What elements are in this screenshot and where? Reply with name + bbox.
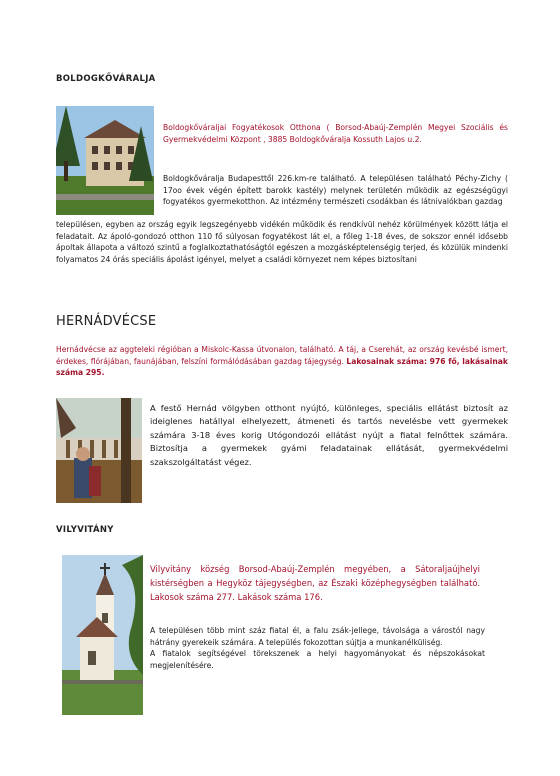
- castle-photo: [56, 106, 154, 215]
- boldogkovaralja-body-full: településen, egyben az ország egyik legszegényebb vidékén működik és rendkívül nehéz körülmények között látja el feladatait. Az ápoló-gondozó otthon 110 fő súlyosan fogyatékost lát el, a főleg 1-18 éves, de sokszor ennél idősebb ápoltak állapota a változó szintű a foglalkoztathatóságtól egészen a mozgásképtelenségig terjed, és közülük mindenki folyamatos 24 órás speciális ápolást igényel, melyet a családi környezet nem képes biztosítani: [56, 220, 508, 264]
- village-photo: [56, 398, 142, 503]
- hernadvecse-intro-text: Hernádvécse az aggteleki régióban a Miskolc-Kassa útvonalon, található. A táj, a Cserehát, az ország kevésbé ismert, érdekes, flórájában, faunájában, felszíni formálódásában gazdag tájegység.: [56, 345, 508, 366]
- vilyvitany-body-paragraph-1: A településen több mint száz fiatal él, a falu zsák-jellege, távolsága a várostól nagy hátrány gyerekeik számára. A település fokozottan sújtja a munkanélküliség.: [150, 626, 485, 647]
- boldogkovaralja-intro: Boldogkőváraljai Fogyatékosok Otthona ( Borsod-Abaúj-Zemplén Megyei Szociális és Gyermekvédelmi Központ , 3885 Boldogkőváralja Kossuth Lajos u.2.: [163, 123, 508, 144]
- church-photo: [62, 555, 143, 715]
- hernadvecse-intro: [56, 344, 508, 379]
- boldogkovaralja-body-side: Boldogkőváralja Budapesttől 226.km-re található. A településen található Péchy-Zichy ( 17oo évek végén épített barokk kastély) melynek területén működik az egészségügyi fogyatékos gyermekotthon. Az intézmény természeti csodákban és látnivalókban gazdag: [163, 174, 508, 207]
- section-heading-hernadvecse: HERNÁDVÉCSE: [56, 314, 157, 329]
- vilyvitany-intro: Vilyvitány község Borsod-Abaúj-Zemplén megyében, a Sátoraljaújhelyi kistérségben a Hegyköz tájegységben, az Északi középhegységben található. Lakosok száma 277. Lakások száma 176.: [150, 564, 480, 602]
- hernadvecse-body: A festő Hernád völgyben otthont nyújtó, különleges, speciális ellátást biztosít az ideiglenes hatállyal elhelyezett, átmeneti és tartós nevelésbe vett gyermekek számára 3-18 éves korig Utógondozói ellátást nyújt a fiatal felnőttek számára. Biztosítja a gyermekek gyámi feladatainak ellátását, gyermekvédelmi szakszolgáltatást végez.: [150, 403, 508, 467]
- hernadvecse-population: Lakosainak száma: 976 fő, lakásainak száma 295.: [56, 356, 508, 378]
- section-heading-vilyvitany: VILYVITÁNY: [56, 525, 114, 535]
- vilyvitany-body: [150, 625, 485, 671]
- section-heading-boldogkovaralja: BOLDOGKŐVÁRALJA: [56, 74, 156, 84]
- vilyvitany-body-paragraph-2: A fiatalok segítségével törekszenek a helyi hagyományokat és népszokásokat megjelenítésére.: [150, 649, 485, 670]
